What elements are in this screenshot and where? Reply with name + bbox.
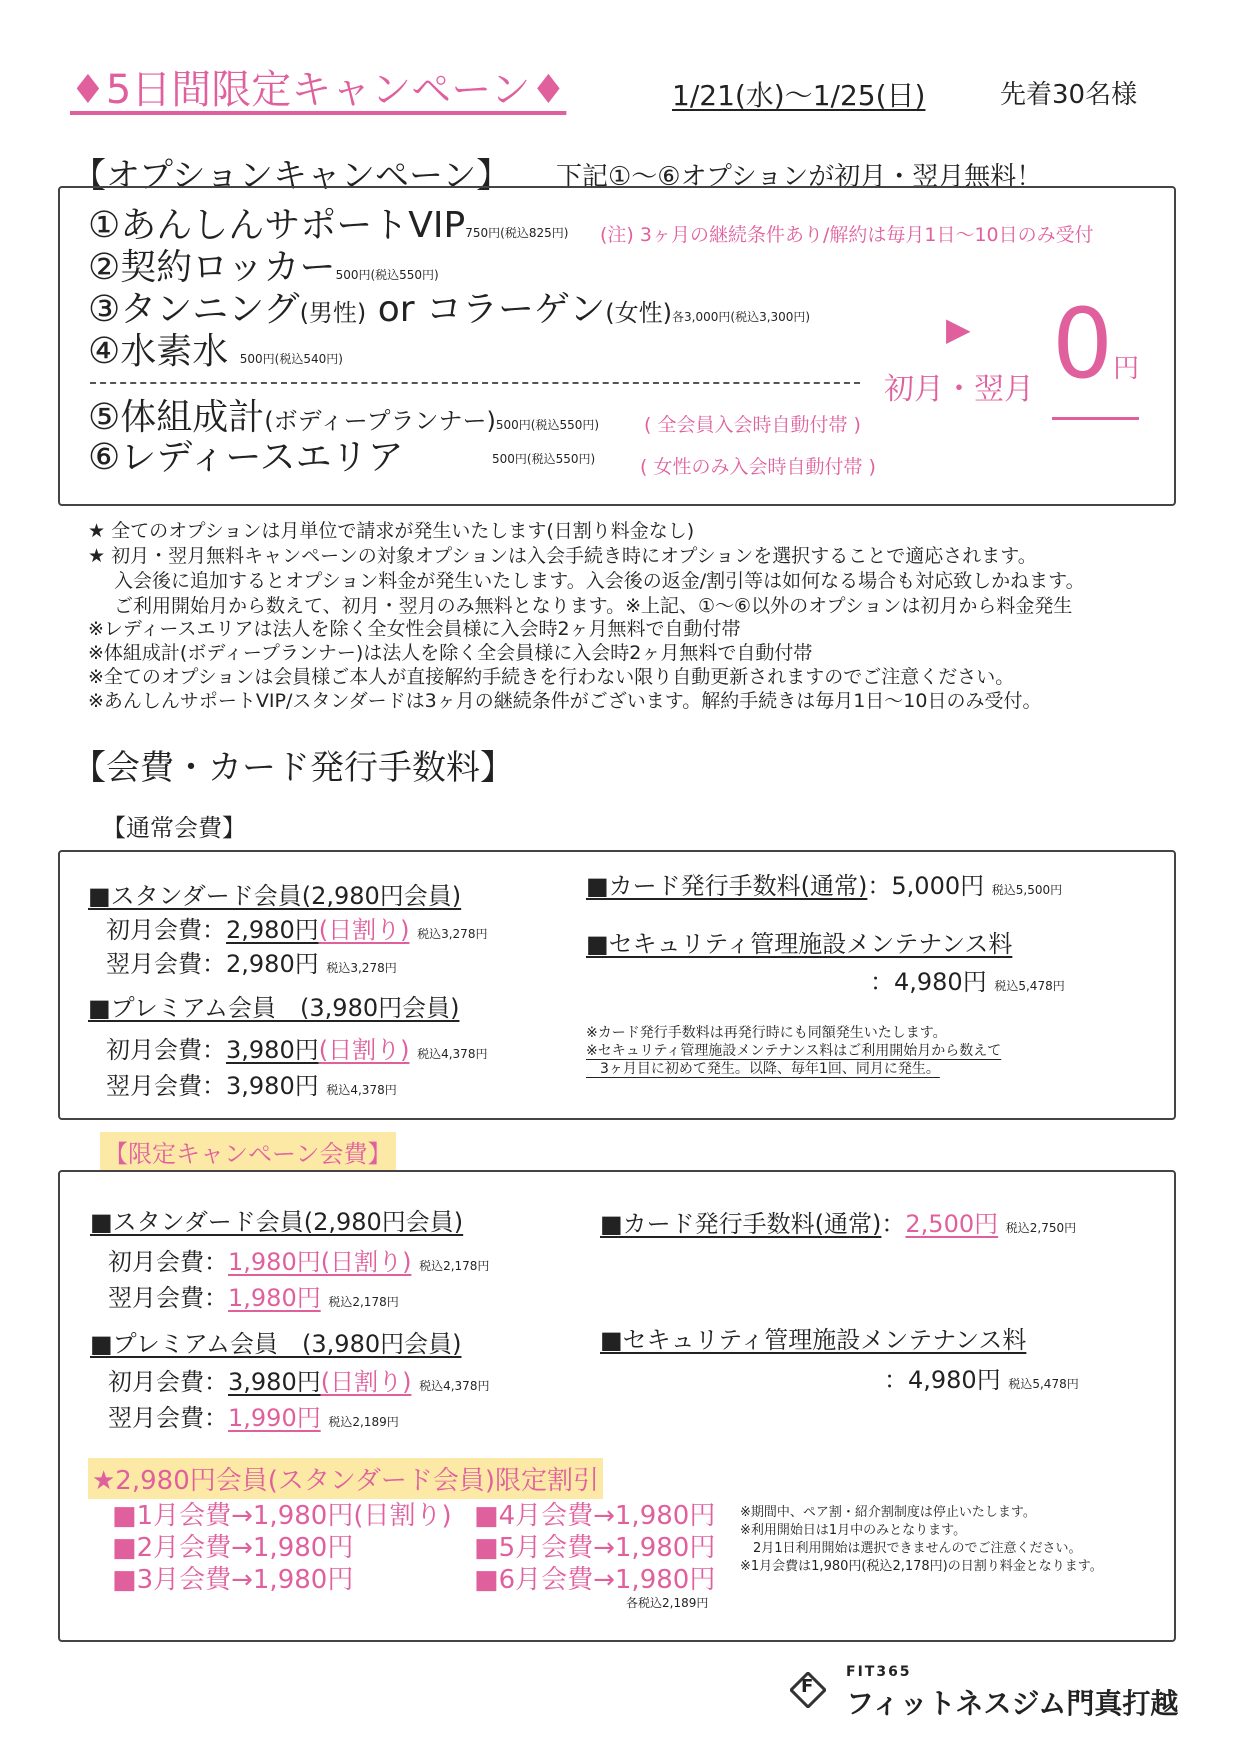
fees-heading: 【会費・カード発行手数料】 (72, 748, 514, 788)
option-item-2: ②契約ロッカー500円(税込550円) (88, 247, 439, 288)
normal-standard-second: 翌月会費：2,980円 税込3,278円 (106, 950, 397, 978)
side-note: ※期間中、ペア割・紹介割制度は停止いたします。 (740, 1505, 1036, 1520)
campaign-limit: 先着30名様 (1000, 80, 1138, 110)
free-label: 初月・翌月 (884, 372, 1034, 407)
campaign-dates: 1/21(水)～1/25(日) (672, 79, 926, 112)
brand-main: フィットネスジム門真打越 (846, 1687, 1179, 1720)
campaign-standard-first: 初月会費：1,980円(日割り) 税込2,178円 (108, 1248, 490, 1276)
option-heading: 【オプションキャンペーン】 (72, 156, 511, 196)
normal-note: ※カード発行手数料は再発行時にも同額発生いたします。 (586, 1025, 947, 1041)
discount-month: ■1月会費→1,980円(日割り) (112, 1501, 452, 1531)
option-item-6-note: ( 女性のみ入会時自動付帯 ) (640, 456, 876, 478)
normal-premium-title: ■プレミアム会員 (3,980円会員) (88, 994, 460, 1022)
note-line: ※レディースエリアは法人を除く全女性会員様に入会時2ヶ月無料で自動付帯 (88, 618, 741, 640)
campaign-premium-title: ■プレミアム会員 (3,980円会員) (90, 1330, 462, 1358)
normal-security-value: ：4,980円 税込5,478円 (870, 968, 1065, 996)
campaign-standard-title: ■スタンダード会員(2,980円会員) (90, 1208, 464, 1236)
option-item-3: ③タンニング(男性) or コラーゲン(女性)各3,000円(税込3,300円) (88, 289, 811, 330)
normal-fees-heading: 【通常会費】 (102, 814, 246, 842)
discount-month: ■5月会費→1,980円 (474, 1533, 716, 1563)
option-divider (90, 382, 860, 384)
discount-month: ■2月会費→1,980円 (112, 1533, 354, 1563)
note-line: 入会後に追加するとオプション料金が発生いたします。入会後の返金/割引等は如何なる場合も対応致しかねます。 (114, 570, 1085, 592)
normal-standard-first: 初月会費：2,980円(日割り) 税込3,278円 (106, 916, 488, 944)
option-item-5-note: ( 全会員入会時自動付帯 ) (644, 414, 861, 436)
option-item-5: ⑤体組成計(ボディープランナー)500円(税込550円) (88, 397, 600, 438)
note-line: ご利用開始月から数えて、初月・翌月のみ無料となります。※上記、①～⑥以外のオプションは初月から料金発生 (114, 595, 1073, 617)
side-note: 2月1日利用開始は選択できませんのでご注意ください。 (740, 1541, 1082, 1556)
logo-letter: F (801, 1676, 814, 1697)
page-title: ♦5日間限定キャンペーン♦ (70, 67, 567, 113)
side-note: ※1月会費は1,980円(税込2,178円)の日割り料金となります。 (740, 1559, 1103, 1574)
normal-security-title: ■セキュリティ管理施設メンテナンス料 (586, 930, 1013, 958)
discount-title: ★2,980円会員(スタンダード会員)限定割引 (88, 1458, 603, 1499)
campaign-security-value: ：4,980円 税込5,478円 (884, 1366, 1079, 1394)
normal-note: 3ヶ月目に初めて発生。以降、毎年1回、同月に発生。 (586, 1061, 940, 1077)
discount-month: ■4月会費→1,980円 (474, 1501, 716, 1531)
discount-month: ■6月会費→1,980円 (474, 1565, 716, 1595)
normal-card-fee: ■カード発行手数料(通常)：5,000円 税込5,500円 (586, 872, 1063, 900)
arrow-icon: ▶ (946, 310, 971, 348)
option-item-6-price: 500円(税込550円) (492, 452, 596, 466)
note-line: ※全てのオプションは会員様ご本人が直接解約手続きを行わない限り自動更新されますのでご注意ください。 (88, 666, 1015, 688)
normal-premium-first: 初月会費：3,980円(日割り) 税込4,378円 (106, 1036, 488, 1064)
brand-small: FIT365 (846, 1664, 912, 1680)
normal-note: ※セキュリティ管理施設メンテナンス料はご利用開始月から数えて (586, 1043, 1002, 1059)
note-line: ※体組成計(ボディープランナー)は法人を除く全会員様に入会時2ヶ月無料で自動付帯 (88, 642, 813, 664)
option-item-1-note: (注) 3ヶ月の継続条件あり/解約は毎月1日～10日のみ受付 (600, 224, 1094, 246)
campaign-standard-second: 翌月会費：1,980円 税込2,178円 (108, 1284, 399, 1312)
discount-month: ■3月会費→1,980円 (112, 1565, 354, 1595)
option-item-4: ④水素水 500円(税込540円) (88, 331, 343, 372)
option-item-6: ⑥レディースエリア (88, 437, 404, 478)
side-note: ※利用開始日は1月中のみとなります。 (740, 1523, 967, 1538)
discount-tax: 各税込2,189円 (626, 1596, 709, 1610)
campaign-security-title: ■セキュリティ管理施設メンテナンス料 (600, 1326, 1027, 1354)
free-value: 0円 (1052, 296, 1139, 420)
normal-premium-second: 翌月会費：3,980円 税込4,378円 (106, 1072, 397, 1100)
note-line: ※あんしんサポートVIP/スタンダードは3ヶ月の継続条件がございます。解約手続きは毎月1日～10日のみ受付。 (88, 690, 1042, 712)
option-item-1: ①あんしんサポートVIP750円(税込825円) (88, 205, 569, 246)
discount-months-left (112, 1500, 452, 1596)
campaign-fees-heading: 【限定キャンペーン会費】 (100, 1132, 396, 1171)
note-line: ★ 全てのオプションは月単位で請求が発生いたします(日割り料金なし) (88, 520, 695, 542)
option-subheading: 下記①～⑥オプションが初月・翌月無料！ (556, 162, 1043, 192)
campaign-side-notes (740, 1504, 1103, 1576)
campaign-premium-first: 初月会費：3,980円(日割り) 税込4,378円 (108, 1368, 490, 1396)
note-line: ★ 初月・翌月無料キャンペーンの対象オプションは入会手続き時にオプションを選択することで適応されます。 (88, 545, 1037, 567)
discount-months-right (474, 1500, 715, 1596)
normal-standard-title: ■スタンダード会員(2,980円会員) (88, 882, 462, 910)
campaign-premium-second: 翌月会費：1,990円 税込2,189円 (108, 1404, 399, 1432)
campaign-card-fee: ■カード発行手数料(通常)：2,500円 税込2,750円 (600, 1210, 1077, 1238)
